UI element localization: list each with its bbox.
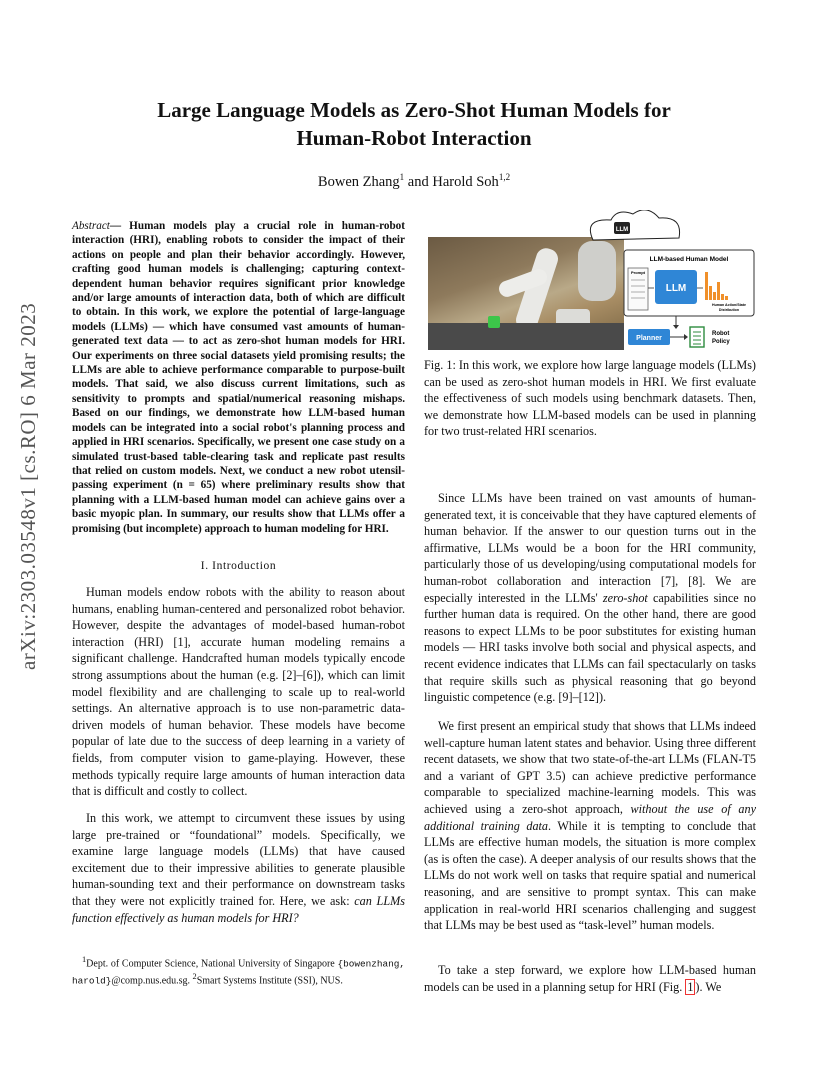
footnote-text: [72, 953, 405, 988]
figure-reference-link[interactable]: 1: [687, 979, 694, 994]
text-span: In this work, we attempt to circumvent these issues by using large pre-trained or “foundational” models. Specifically, we examine large language models (LLMs) that have caused excitement due to their impressive abilities to generate plausible human-sounding text and their performance on downstream tasks that they were not explicitly trained for. Here, we ask:: [72, 811, 405, 908]
text-span: Smart Systems Institute (SSI), NUS.: [196, 975, 343, 987]
author-affiliation-mark: 1,2: [498, 172, 511, 182]
intro-paragraph-1: [72, 584, 405, 800]
right-paragraph-2: [424, 718, 756, 934]
text-span: . While it is tempting to conclude that LLMs are effective human models, the situation is more complex (as is often the case). A deeper analysis of our results shows that the LLMs do not work well on tasks that require spatial and numerical reasoning, and are sensitive to prompt syntax. This can make application in real-world HRI scenarios challenging and suggest that LLMs may be best used as “task-level” human models.: [424, 818, 756, 933]
abstract: [72, 219, 405, 536]
cloud-shape: [590, 210, 679, 240]
abstract-label: Abstract: [72, 220, 110, 232]
paragraph-text: [424, 962, 756, 995]
figure-1: [428, 210, 756, 350]
author-affiliation-mark: 1: [399, 172, 405, 182]
footnote-mark: 2: [192, 972, 197, 982]
planner-label: Planner: [636, 335, 662, 342]
text-span: ). We: [695, 979, 722, 994]
emphasis: zero-shot: [602, 590, 648, 605]
dist-bar: [725, 296, 728, 300]
text-span: We first present an empirical study that shows that LLMs indeed well-capture human latent states and behavior. Using three different recent datasets, we show that two state-of-the-art LLMs (FLAN-T5 and a variant of GPT 3.5) can achieve predictive performance comparable to specialized machine-learning models. This was achieved using a zero-shot approach,: [424, 719, 756, 816]
dist-bar: [721, 294, 724, 300]
text-span: capabilities since no further human data is required. On the other hand, there are good reasons to expect LLMs to be poor substitutes for existing human models — HRI tasks involve both social and physical aspects, and recent evidence indicates that LLMs can fail spectacularly on tasks that require skills such as physical reasoning that go beyond linguistic competence (e.g. [9]–[12]).: [424, 590, 756, 705]
dist-label-2: Distribution: [718, 308, 740, 312]
emphasis: without the use of any additional training data: [424, 801, 756, 833]
policy-label-1: Robot: [712, 331, 730, 337]
paragraph-text: Human models endow robots with the ability to reason about humans, enabling human-centered and personalized robot behavior. However, despite the advantages of model-based human-robot interaction (HRI) [1], accurate human modeling remains a significant challenge. Handcrafted human models typically encode strong assumptions about the human (e.g. [2]–[6]), which can limit model flexibility and are challenging to scale up to real-world settings. An alternative approach is to use non-parametric data-driven models of human behavior. These models have become popular of late due to the success of deep learning in a variety of fields, from computer vision to game-playing. However, these methods typically require large amounts of human interaction data that is difficult and costly to collect.: [72, 585, 405, 799]
footnote: [72, 953, 405, 988]
intro-paragraph-2: [72, 810, 405, 926]
text-span: To take a step forward, we explore how LLM-based human models can be used in a planning setup for HRI (Fig.: [424, 963, 756, 994]
author-name: Bowen Zhang: [317, 173, 400, 190]
right-paragraph-1: [424, 490, 756, 706]
footnote-mark: 1: [82, 955, 87, 964]
dist-label-1: Human Action/State: [711, 303, 747, 307]
arxiv-side-label: arXiv:2303.03548v1 [cs.RO] 6 Mar 2023: [16, 302, 40, 670]
figure-caption: Fig. 1: In this work, we explore how large language models (LLMs) can be used as zero-shot human models in HRI. We first evaluate the effectiveness of such models using benchmark datasets. Then, we demonstrate how LLM-based models can be used in planning for two trust-related HRI scenarios.: [424, 358, 756, 439]
text-span: @comp.nus.edu.sg.: [111, 975, 193, 987]
figure-diagram: [428, 210, 756, 350]
section-heading: I. Introduction: [200, 560, 277, 572]
authors: [100, 172, 728, 191]
title-line-1: Large Language Models as Zero-Shot Human Models for: [157, 98, 671, 122]
dist-bar: [709, 286, 712, 300]
paper-title: [100, 96, 728, 152]
llm-block-label: LLM: [665, 283, 687, 294]
model-box-title: LLM-based Human Model: [649, 256, 729, 263]
text-span: Since LLMs have been trained on vast amounts of human-generated text, it is conceivable that they have captured elements of human behavior. If the answer to our question turns out in the affirmative, LLMs would be a boon for the HRI community, particularly those of us developing/using computational models for human-robot collaboration and interaction [7], [8]. We are especially interested in the LLMs': [424, 491, 756, 605]
text-span: Dept. of Computer Science, National University of Singapore: [86, 958, 338, 970]
llm-tag: LLM: [615, 227, 629, 233]
email-text: {bowenzhang, harold}: [72, 958, 405, 987]
author-name: and Harold Soh: [404, 173, 499, 190]
dist-bar: [717, 282, 720, 300]
dist-bar: [705, 272, 708, 300]
paragraph-text: [424, 718, 756, 934]
title-line-2: Human-Robot Interaction: [296, 126, 532, 150]
policy-label-2: Policy: [712, 339, 730, 345]
right-paragraph-3: [424, 962, 756, 995]
research-question: can LLMs function effectively as human models for HRI?: [72, 893, 405, 925]
paragraph-text: [424, 490, 756, 706]
dist-bar: [713, 292, 716, 300]
paragraph-text: [72, 810, 405, 926]
arrow-head: [673, 325, 679, 329]
arrow-head: [684, 334, 688, 340]
abstract-text: — Human models play a crucial role in human-robot interaction (HRI), enabling robots to consider the impact of their actions on people and plan their behavior accordingly. However, crafting good human models is challenging; capturing context-dependent human behavior requires significant prior knowledge and/or large amounts of interaction data, both of which are difficult to obtain. In this work, we explore the potential of large-language models (LLMs) — which have consumed vast amounts of human-generated text data — to act as zero-shot human models for HRI. Our experiments on three social datasets yield promising results; the LLMs are able to achieve performance comparable to purpose-built models. That said, we also discuss current limitations, such as sensitivity to prompts and spatial/numerical reasoning mishaps. Based on our findings, we demonstrate how LLM-based human models can be integrated into a social robot's planning process and applied in HRI scenarios. Specifically, we present one case study on a simulated trust-based table-clearing task and replicate past results that relied on custom models. Next, we conduct a new robot utensil-passing experiment (n = 65) where preliminary results show that planning with a LLM-based human model can achieve gains over a basic myopic plan. In summary, our results show that LLMs offer a promising (but incomplete) approach to human modeling for HRI.: [72, 220, 405, 535]
prompt-label: Prompt: [631, 270, 645, 275]
